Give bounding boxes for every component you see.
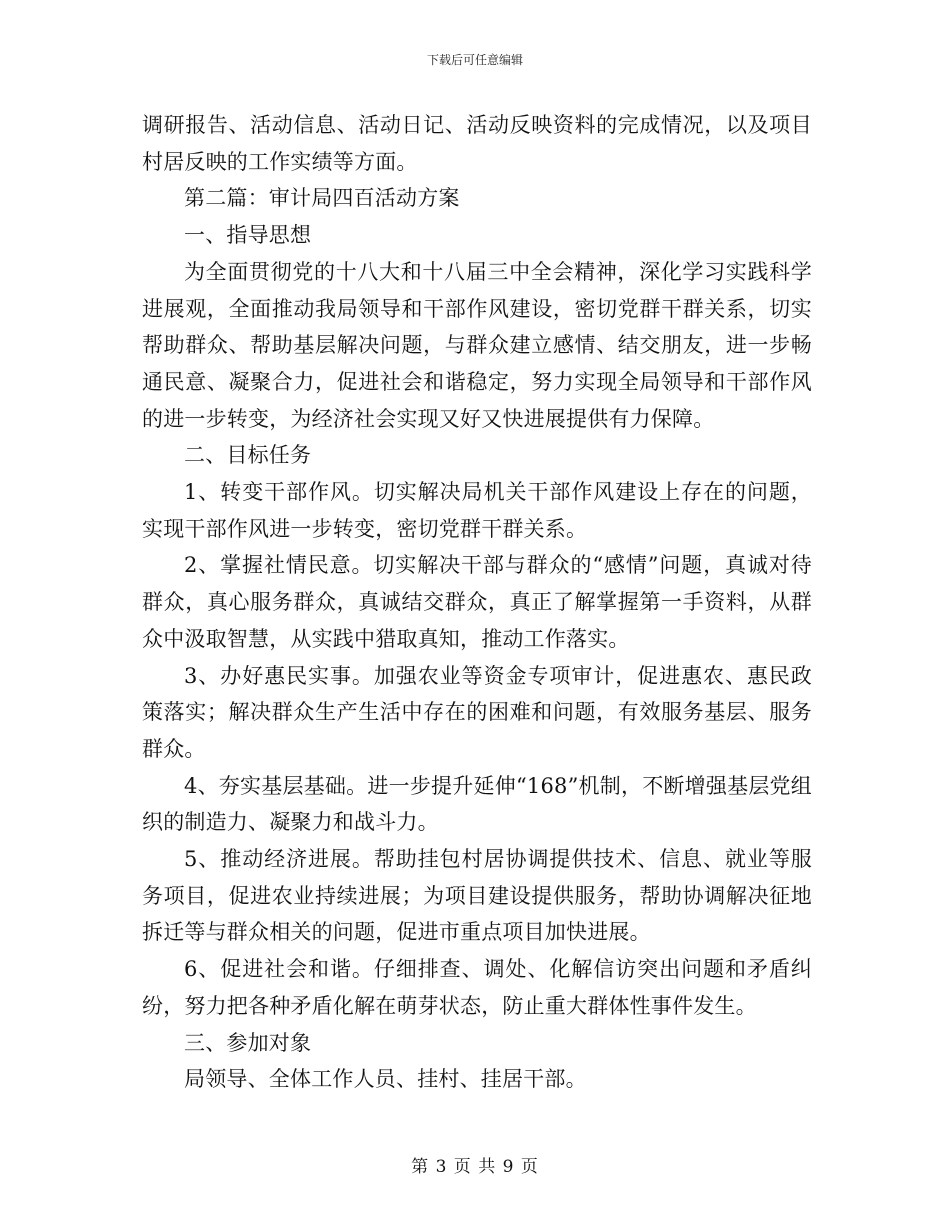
paragraph-task-5: 5、推动经济进展。帮助挂包村居协调提供技术、信息、就业等服务项目，促进农业持续进展；为项目建设提供服务，帮助协调解决征地拆迁等与群众相关的问题，促进市重点项目加快进展。 [142, 847, 812, 945]
page-header: 下载后可任意编辑 [426, 53, 523, 67]
paragraph-task-3: 3、办好惠民实事。加强农业等资金专项审计，促进惠农、惠民政策落实；解决群众生产生活中存在的困难和问题，有效服务基层、服务群众。 [142, 663, 812, 761]
page-number: 第 3 页 共 9 页 [411, 1157, 539, 1177]
paragraph-task-2: 2、掌握社情民意。切实解决干部与群众的“感情”问题，真诚对待群众，真心服务群众，真诚结交群众，真正了解掌握第一手资料，从群众中汲取智慧，从实践中猎取真知，推动工作落实。 [142, 553, 812, 651]
paragraph-participants: 局领导、全体工作人员、挂村、挂居干部。 [184, 1067, 587, 1092]
paragraph-task-1: 1、转变干部作风。切实解决局机关干部作风建设上存在的问题，实现干部作风进一步转变，密切党群干群关系。 [142, 480, 812, 541]
paragraph-continuation: 调研报告、活动信息、活动日记、活动反映资料的完成情况，以及项目村居反映的工作实绩等方面。 [142, 113, 812, 174]
document-body [142, 107, 812, 1098]
heading-participants: 三、参加对象 [184, 1030, 312, 1055]
section-title: 第二篇：审计局四百活动方案 [184, 186, 460, 211]
paragraph-task-4: 4、夯实基层基础。进一步提升延伸“168”机制，不断增强基层党组织的制造力、凝聚力和战斗力。 [142, 773, 812, 835]
heading-goals-tasks: 二、目标任务 [184, 443, 312, 468]
paragraph-task-6: 6、促进社会和谐。仔细排查、调处、化解信访突出问题和矛盾纠纷，努力把各种矛盾化解在萌芽状态，防止重大群体性事件发生。 [142, 957, 812, 1018]
heading-guiding-ideology: 一、指导思想 [184, 223, 312, 248]
paragraph-guiding-ideology: 为全面贯彻党的十八大和十八届三中全会精神，深化学习实践科学进展观，全面推动我局领导和干部作风建设，密切党群干群关系，切实帮助群众、帮助基层解决问题，与群众建立感情、结交朋友，进一步畅通民意、凝聚合力，促进社会和谐稳定，努力实现全局领导和干部作风的进一步转变，为经济社会实现又好又快进展提供有力保障。 [142, 259, 812, 431]
